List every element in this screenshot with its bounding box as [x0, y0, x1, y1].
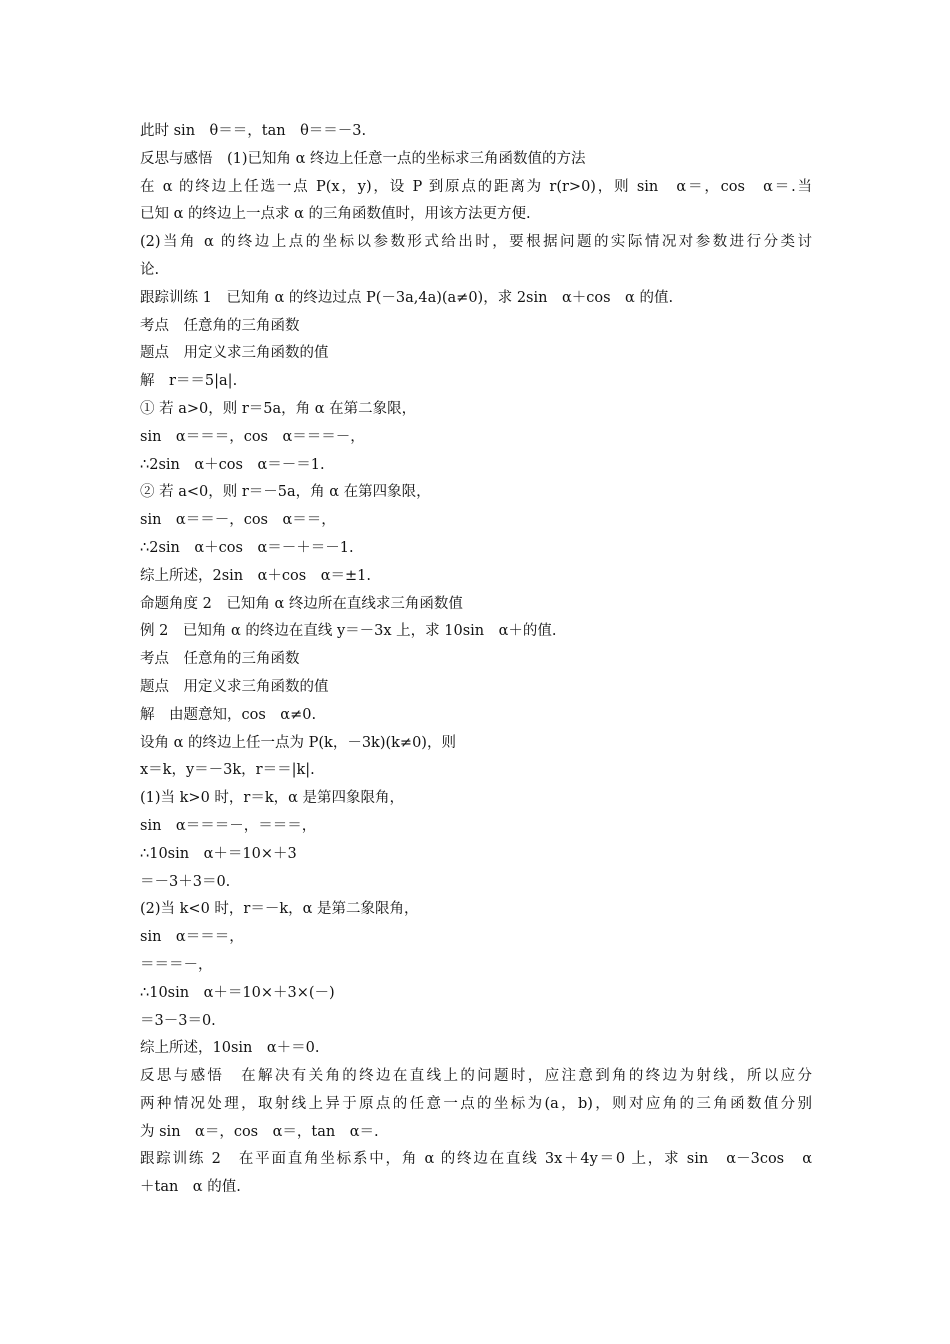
text-line: 反思与感悟 在解决有关角的终边在直线上的问题时，应注意到角的终边为射线，所以应分 [140, 1068, 812, 1085]
text-line: x＝k，y＝－3k，r＝＝|k|. [140, 762, 315, 779]
text-line: 例 2 已知角 α 的终边在直线 y＝－3x 上，求 10sin α＋的值. [140, 623, 557, 640]
text-line: sin α＝＝＝－，＝＝＝， [140, 817, 317, 834]
text-line: 综上所述，10sin α＋＝0. [140, 1040, 320, 1057]
text-line: (2)当角 α 的终边上点的坐标以参数形式给出时，要根据问题的实际情况对参数进行分类讨 [140, 234, 812, 251]
text-line: ∴2sin α＋cos α＝－＋＝－1. [140, 539, 354, 556]
text-line: 为 sin α＝，cos α＝，tan α＝. [140, 1123, 379, 1140]
document-body [140, 118, 812, 1202]
text-line: 综上所述，2sin α＋cos α＝±1. [140, 567, 372, 584]
text-line: ② 若 a<0，则 r＝－5a，角 α 在第四象限， [140, 484, 431, 501]
text-line: 论. [140, 261, 160, 278]
text-line: ＝＝＝－， [140, 956, 213, 973]
text-line: sin α＝＝－，cos α＝＝， [140, 512, 336, 529]
text-line: 跟踪训练 2 在平面直角坐标系中，角 α 的终边在直线 3x＋4y＝0 上，求 sin α－3cos α [140, 1151, 812, 1168]
text-line: 在 α 的终边上任选一点 P(x，y)，设 P 到原点的距离为 r(r>0)，则 sin α＝，cos α＝.当 [140, 178, 812, 195]
text-line: 此时 sin θ＝＝，tan θ＝＝－3. [140, 123, 367, 139]
text-line: (2)当 k<0 时，r＝－k，α 是第二象限角， [140, 901, 419, 918]
text-line: ＝3－3＝0. [140, 1012, 216, 1029]
text-line: 考点 任意角的三角函数 [140, 651, 300, 668]
text-line: (1)当 k>0 时，r＝k，α 是第四象限角， [140, 790, 405, 807]
text-line: 命题角度 2 已知角 α 终边所在直线求三角函数值 [140, 595, 463, 612]
text-line: 题点 用定义求三角函数的值 [140, 345, 329, 362]
text-line: ＋tan α 的值. [140, 1179, 241, 1196]
text-line: 反思与感悟 (1)已知角 α 终边上任意一点的坐标求三角函数值的方法 [140, 150, 586, 167]
text-line: ＝－3＋3＝0. [140, 873, 231, 890]
text-line: ① 若 a>0，则 r＝5a，角 α 在第二象限， [140, 400, 417, 417]
text-line: 两种情况处理，取射线上异于原点的任意一点的坐标为(a，b)，则对应角的三角函数值分别 [140, 1095, 812, 1112]
text-line: ∴2sin α＋cos α＝－＝1. [140, 456, 325, 473]
text-line: 设角 α 的终边上任一点为 P(k，－3k)(k≠0)，则 [140, 734, 456, 751]
text-line: sin α＝＝＝， [140, 929, 244, 946]
text-line: 解 r＝＝5|a|. [140, 373, 238, 390]
text-line: 已知 α 的终边上一点求 α 的三角函数值时，用该方法更方便. [140, 206, 531, 223]
text-line: 考点 任意角的三角函数 [140, 317, 300, 334]
text-line: 题点 用定义求三角函数的值 [140, 678, 329, 695]
text-line: ∴10sin α＋＝10×＋3×(－) [140, 984, 335, 1001]
text-line: sin α＝＝＝，cos α＝＝＝－， [140, 428, 365, 445]
text-line: 解 由题意知，cos α≠0. [140, 706, 317, 723]
text-line: ∴10sin α＋＝10×＋3 [140, 845, 297, 862]
text-line: 跟踪训练 1 已知角 α 的终边过点 P(－3a,4a)(a≠0)，求 2sin α＋cos α 的值. [140, 289, 674, 306]
